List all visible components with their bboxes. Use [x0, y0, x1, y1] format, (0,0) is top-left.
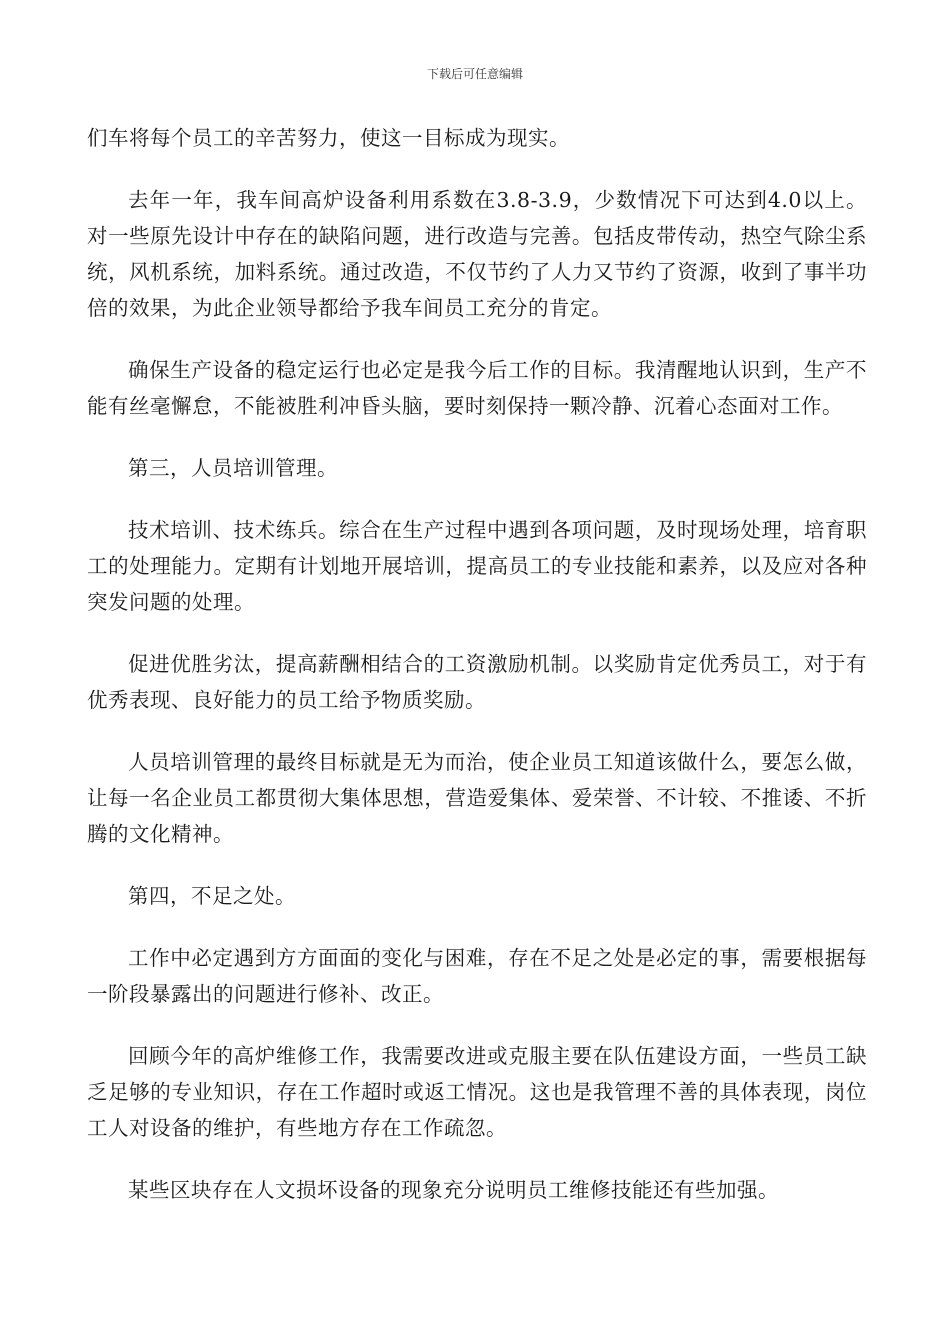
- paragraph: 工作中必定遇到方方面面的变化与困难，存在不足之处是必定的事，需要根据每一阶段暴露出的问题进行修补、改正。: [87, 946, 867, 1006]
- paragraph: 促进优胜劣汰，提高薪酬相结合的工资激励机制。以奖励肯定优秀员工，对于有优秀表现、良好能力的员工给予物质奖励。: [87, 652, 867, 712]
- section-heading: 第四，不足之处。: [128, 884, 296, 908]
- paragraph: 技术培训、技术练兵。综合在生产过程中遇到各项问题，及时现场处理，培育职工的处理能力。定期有计划地开展培训，提高员工的专业技能和素养，以及应对各种突发问题的处理。: [87, 518, 867, 614]
- paragraph-continuation: 们车将每个员工的辛苦努力，使这一目标成为现实。: [87, 126, 570, 150]
- page-header-note: 下载后可任意编辑: [426, 67, 523, 81]
- paragraph: 某些区块存在人文损坏设备的现象充分说明员工维修技能还有些加强。: [128, 1178, 779, 1202]
- paragraph: 去年一年，我车间高炉设备利用系数在3.8-3.9，少数情况下可达到4.0以上。对一些原先设计中存在的缺陷问题，进行改造与完善。包括皮带传动，热空气除尘系统，风机系统，加料系统。通过改造，不仅节约了人力又节约了资源，收到了事半功倍的效果，为此企业领导都给予我车间员工充分的肯定。: [87, 188, 867, 320]
- section-heading: 第三，人员培训管理。: [128, 456, 338, 480]
- paragraph: 回顾今年的高炉维修工作，我需要改进或克服主要在队伍建设方面，一些员工缺乏足够的专业知识，存在工作超时或返工情况。这也是我管理不善的具体表现，岗位工人对设备的维护，有些地方存在工作疏忽。: [87, 1044, 867, 1140]
- paragraph: 确保生产设备的稳定运行也必定是我今后工作的目标。我清醒地认识到，生产不能有丝毫懈怠，不能被胜利冲昏头脑，要时刻保持一颗冷静、沉着心态面对工作。: [87, 358, 867, 418]
- paragraph: 人员培训管理的最终目标就是无为而治，使企业员工知道该做什么，要怎么做，让每一名企业员工都贯彻大集体思想，营造爱集体、爱荣誉、不计较、不推诿、不折腾的文化精神。: [87, 750, 867, 846]
- document-body: [87, 120, 867, 1234]
